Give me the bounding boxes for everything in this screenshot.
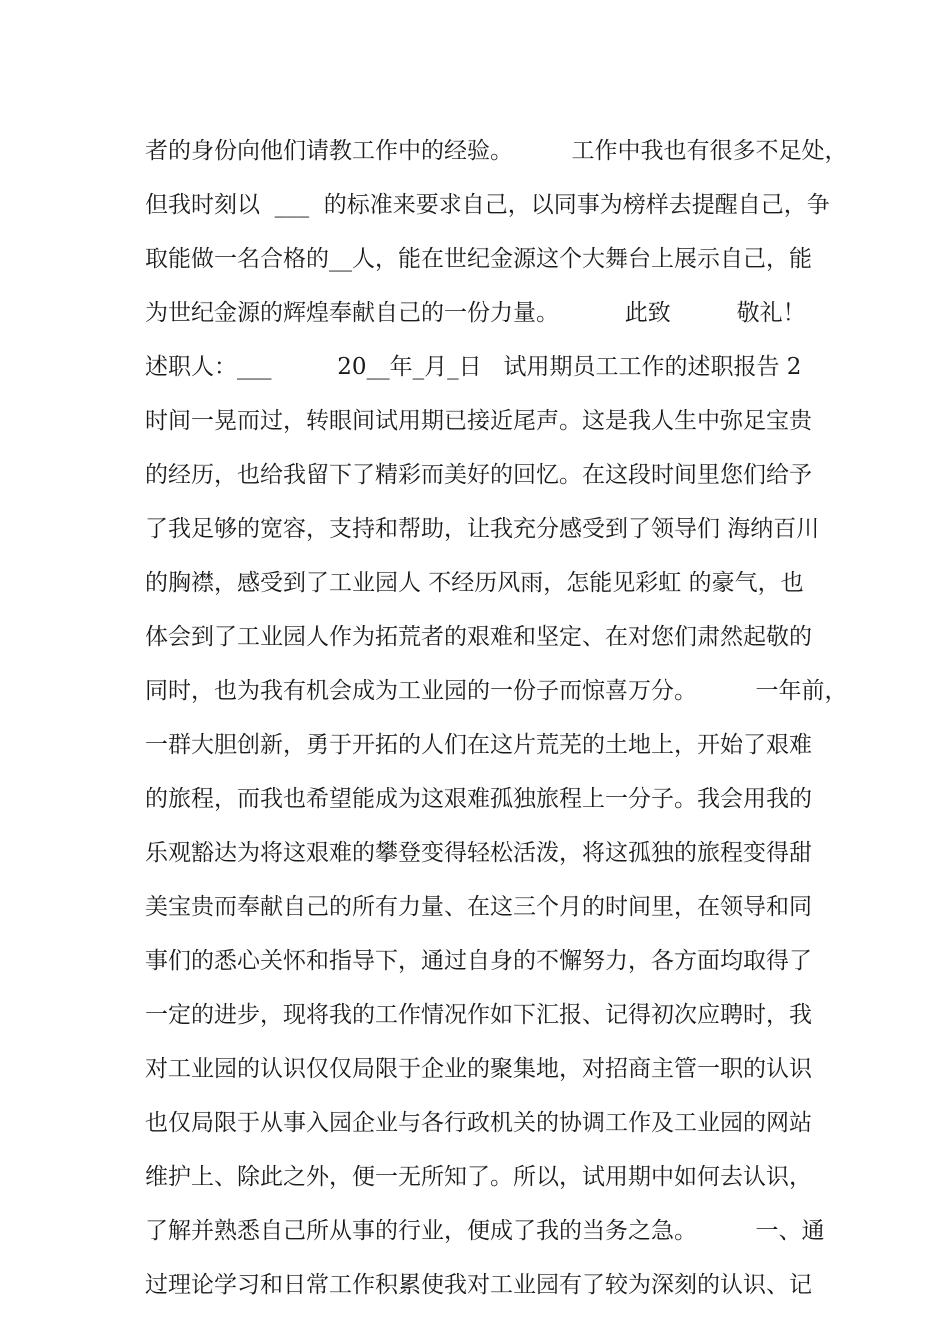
text-line: 了解并熟悉自己所从事的行业，便成了我的当务之急。 一、通 bbox=[145, 1218, 825, 1244]
text-line: 的旅程，而我也希望能成为这艰难孤独旅程上一分子。我会用我的 bbox=[145, 786, 812, 812]
text-line: 过理论学习和日常工作积累使我对工业园有了较为深刻的认识、记 bbox=[145, 1272, 812, 1298]
text-line: 一群大胆创新，勇于开拓的人们在这片荒芜的土地上，开始了艰难 bbox=[145, 732, 812, 758]
text-line: 一定的进步，现将我的工作情况作如下汇报、记得初次应聘时，我 bbox=[145, 1002, 812, 1028]
text-line: 事们的悉心关怀和指导下，通过自身的不懈努力，各方面均取得了 bbox=[145, 948, 812, 974]
text-line: 了我足够的宽容，支持和帮助，让我充分感受到了领导们 海纳百川 bbox=[145, 516, 820, 542]
text-line: 者的身份向他们请教工作中的经验。 工作中我也有很多不足处， bbox=[145, 138, 848, 164]
text-line: 对工业园的认识仅仅局限于企业的聚集地，对招商主管一职的认识 bbox=[145, 1056, 812, 1082]
text-line: 乐观豁达为将这艰难的攀登变得轻松活泼，将这孤独的旅程变得甜 bbox=[145, 840, 812, 866]
text-line: 维护上、除此之外，便一无所知了。所以，试用期中如何去认识， bbox=[145, 1164, 812, 1190]
text-line: 美宝贵而奉献自己的所有力量、在这三个月的时间里，在领导和同 bbox=[145, 894, 812, 920]
body-text bbox=[145, 130, 848, 1318]
text-line: 体会到了工业园人作为拓荒者的艰难和坚定、在对您们肃然起敬的 bbox=[145, 624, 812, 650]
text-line: 为世纪金源的辉煌奉献自己的一份力量。 此致 敬礼！ bbox=[145, 300, 806, 326]
text-line: 时间一晃而过，转眼间试用期已接近尾声。这是我人生中弥足宝贵 bbox=[145, 408, 812, 434]
text-line: 取能做一名合格的__人，能在世纪金源这个大舞台上展示自己，能 bbox=[145, 246, 812, 272]
text-line: 的胸襟，感受到了工业园人 不经历风雨，怎能见彩虹 的豪气，也 bbox=[145, 570, 804, 596]
text-line: 但我时刻以 ___ 的标准来要求自己，以同事为榜样去提醒自己，争 bbox=[145, 192, 830, 218]
text-line: 的经历，也给我留下了精彩而美好的回忆。在这段时间里您们给予 bbox=[145, 462, 812, 488]
text-line: 同时，也为我有机会成为工业园的一份子而惊喜万分。 一年前， bbox=[145, 678, 848, 704]
text-line: 述职人：___ 20__年_月_日 试用期员工工作的述职报告 2 bbox=[145, 354, 802, 380]
text-line: 也仅局限于从事入园企业与各行政机关的协调工作及工业园的网站 bbox=[145, 1110, 812, 1136]
